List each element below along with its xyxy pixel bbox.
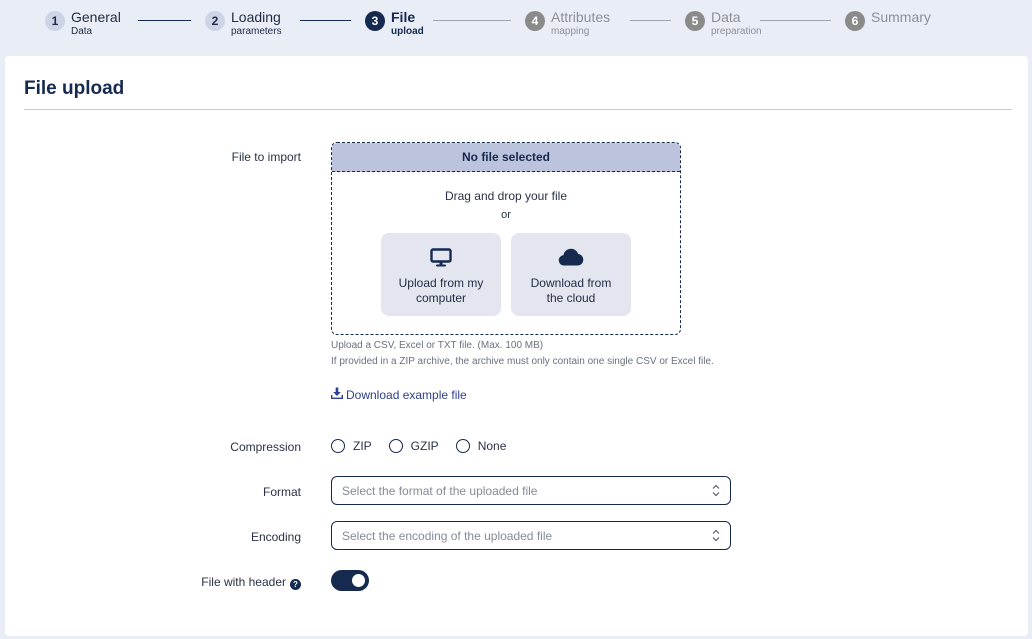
step-title: Summary xyxy=(871,9,931,25)
format-placeholder: Select the format of the uploaded file xyxy=(342,483,538,498)
or-text: or xyxy=(501,209,511,221)
monitor-icon xyxy=(430,247,452,267)
step-subtitle: parameters xyxy=(231,26,282,37)
radio-label: GZIP xyxy=(410,439,439,453)
radio-label: ZIP xyxy=(353,439,372,453)
question-circle-icon[interactable]: ? xyxy=(290,579,301,590)
file-header-toggle[interactable] xyxy=(331,570,369,591)
step-file[interactable] xyxy=(365,10,424,37)
file-dropzone[interactable] xyxy=(331,142,681,335)
encoding-label: Encoding xyxy=(250,530,301,544)
chevron-updown-icon xyxy=(712,528,720,548)
cloud-icon xyxy=(558,247,584,267)
title-divider xyxy=(24,109,1012,110)
form-card xyxy=(5,56,1028,636)
radio-circle xyxy=(331,439,345,453)
cloud-button-label: Download from the cloud xyxy=(530,276,612,305)
step-attributes[interactable] xyxy=(525,10,610,37)
page-title: File upload xyxy=(24,78,125,99)
file-help-text: Upload a CSV, Excel or TXT file. (Max. 100 MB) xyxy=(331,340,544,351)
format-label: Format xyxy=(262,485,301,499)
step-connector xyxy=(300,20,351,21)
file-import-label: File to import xyxy=(231,150,301,164)
file-status: No file selected xyxy=(332,143,680,172)
toggle-knob xyxy=(352,574,365,587)
upload-button-label: Upload from my computer xyxy=(398,276,484,305)
step-connector xyxy=(138,20,191,21)
step-loading[interactable] xyxy=(205,10,282,37)
step-number: 2 xyxy=(205,11,225,31)
step-title: Data xyxy=(711,9,741,25)
step-data[interactable] xyxy=(685,10,762,37)
radio-circle xyxy=(456,439,470,453)
step-subtitle: preparation xyxy=(711,26,762,37)
compression-none-radio[interactable] xyxy=(456,439,507,453)
compression-radio-group xyxy=(331,439,523,453)
file-header-label: File with header xyxy=(201,575,286,589)
step-subtitle: upload xyxy=(391,26,424,37)
step-general[interactable] xyxy=(45,10,121,37)
step-title: File xyxy=(391,9,416,25)
encoding-select[interactable] xyxy=(331,521,731,550)
download-example-label: Download example file xyxy=(346,387,467,402)
compression-zip-radio[interactable] xyxy=(331,439,372,453)
step-title: Attributes xyxy=(551,9,611,25)
step-connector xyxy=(433,20,511,21)
step-number: 1 xyxy=(45,11,65,31)
drag-drop-text: Drag and drop your file xyxy=(444,189,568,203)
compression-label: Compression xyxy=(230,440,301,454)
compression-gzip-radio[interactable] xyxy=(389,439,439,453)
step-summary[interactable] xyxy=(845,10,931,31)
step-title: General xyxy=(71,9,121,25)
encoding-placeholder: Select the encoding of the uploaded file xyxy=(342,528,553,543)
format-select[interactable] xyxy=(331,476,731,505)
download-from-cloud-button[interactable] xyxy=(511,233,631,316)
step-number: 6 xyxy=(845,11,865,31)
radio-label: None xyxy=(477,439,507,453)
radio-circle xyxy=(389,439,403,453)
step-subtitle: mapping xyxy=(551,26,590,37)
step-number: 4 xyxy=(525,11,545,31)
upload-from-computer-button[interactable] xyxy=(381,233,501,316)
step-subtitle: Data xyxy=(71,26,93,37)
step-connector xyxy=(760,20,831,21)
step-number: 3 xyxy=(365,11,385,31)
download-icon xyxy=(331,387,343,402)
wizard-stepper xyxy=(0,0,1032,52)
zip-help-text: If provided in a ZIP archive, the archive must only contain one single CSV or Excel file. xyxy=(331,356,714,367)
step-number: 5 xyxy=(685,11,705,31)
step-title: Loading xyxy=(231,9,281,25)
download-example-link[interactable] xyxy=(331,387,467,402)
step-connector xyxy=(630,20,671,21)
file-header-label-row xyxy=(201,575,301,590)
chevron-updown-icon xyxy=(712,483,720,503)
